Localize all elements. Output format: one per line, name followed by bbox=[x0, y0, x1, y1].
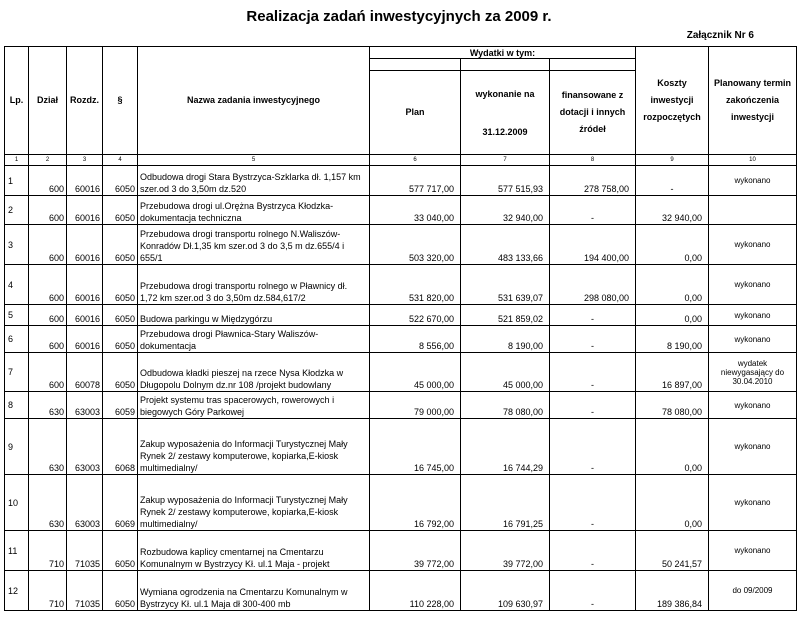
header-finansowane: finansowane z dotacji i innych źródeł bbox=[550, 71, 636, 155]
row-paragraph: 6059 bbox=[103, 392, 138, 419]
row-finansowane: - bbox=[550, 475, 636, 531]
row-koszty: 0,00 bbox=[636, 265, 709, 305]
row-finansowane: - bbox=[550, 326, 636, 353]
row-termin: wykonano bbox=[709, 392, 797, 419]
column-number: 2 bbox=[29, 155, 67, 166]
table-row bbox=[5, 419, 797, 475]
row-dzial: 600 bbox=[29, 265, 67, 305]
header-subrow-blank bbox=[370, 59, 461, 71]
row-wykonanie: 483 133,66 bbox=[461, 225, 550, 265]
row-finansowane: - bbox=[550, 571, 636, 611]
row-task-name: Budowa parkingu w Międzygórzu bbox=[138, 305, 370, 326]
row-task-name: Przebudowa drogi Pławnica-Stary Waliszów-dokumentacja bbox=[138, 326, 370, 353]
row-lp: 5 bbox=[5, 305, 29, 326]
row-lp: 7 bbox=[5, 353, 29, 392]
column-number: 8 bbox=[550, 155, 636, 166]
row-wykonanie: 531 639,07 bbox=[461, 265, 550, 305]
row-wykonanie: 16 791,25 bbox=[461, 475, 550, 531]
row-task-name: Rozbudowa kaplicy cmentarnej na Cmentarzu Komunalnym w Bystrzycy Kł. ul.1 Maja - projekt bbox=[138, 531, 370, 571]
row-dzial: 600 bbox=[29, 353, 67, 392]
row-koszty: 8 190,00 bbox=[636, 326, 709, 353]
row-plan: 531 820,00 bbox=[370, 265, 461, 305]
row-paragraph: 6050 bbox=[103, 531, 138, 571]
row-termin: wykonano bbox=[709, 326, 797, 353]
row-rozdz: 60016 bbox=[67, 196, 103, 225]
row-wykonanie: 78 080,00 bbox=[461, 392, 550, 419]
row-termin: wykonano bbox=[709, 305, 797, 326]
row-finansowane: 298 080,00 bbox=[550, 265, 636, 305]
row-plan: 503 320,00 bbox=[370, 225, 461, 265]
row-dzial: 630 bbox=[29, 419, 67, 475]
row-plan: 45 000,00 bbox=[370, 353, 461, 392]
row-termin: wykonano bbox=[709, 475, 797, 531]
header-lp: Lp. bbox=[5, 47, 29, 155]
row-lp: 4 bbox=[5, 265, 29, 305]
row-lp: 3 bbox=[5, 225, 29, 265]
row-plan: 577 717,00 bbox=[370, 166, 461, 196]
row-task-name: Projekt systemu tras spacerowych, rowerowych i biegowych Góry Parkowej bbox=[138, 392, 370, 419]
header-plan: Plan bbox=[370, 71, 461, 155]
row-task-name: Wymiana ogrodzenia na Cmentarzu Komunalnym w Bystrzycy Kł. ul.1 Maja dł 300-400 mb bbox=[138, 571, 370, 611]
row-finansowane: 278 758,00 bbox=[550, 166, 636, 196]
row-task-name: Zakup wyposażenia do Informacji Turystycznej Mały Rynek 2/ zestawy komputerowe, kopiarka,E-kiosk multimedialny/ bbox=[138, 475, 370, 531]
row-task-name: Zakup wyposażenia do Informacji Turystycznej Mały Rynek 2/ zestawy komputerowe, kopiarka,E-kiosk multimedialny/ bbox=[138, 419, 370, 475]
row-paragraph: 6069 bbox=[103, 475, 138, 531]
header-task-name: Nazwa zadania inwestycyjnego bbox=[138, 47, 370, 155]
annex-label: Załącznik Nr 6 bbox=[686, 30, 754, 41]
row-finansowane: 194 400,00 bbox=[550, 225, 636, 265]
row-lp: 10 bbox=[5, 475, 29, 531]
row-plan: 79 000,00 bbox=[370, 392, 461, 419]
header-wykonanie bbox=[461, 71, 550, 155]
header-subrow-blank bbox=[461, 59, 550, 71]
column-number: 6 bbox=[370, 155, 461, 166]
column-number: 7 bbox=[461, 155, 550, 166]
row-task-name: Odbudowa kładki pieszej na rzece Nysa Kłodzka w Długopolu Dolnym dz.nr 108 /projekt budowlany bbox=[138, 353, 370, 392]
row-koszty: 0,00 bbox=[636, 225, 709, 265]
row-termin: wykonano bbox=[709, 225, 797, 265]
row-koszty: 16 897,00 bbox=[636, 353, 709, 392]
row-koszty: 189 386,84 bbox=[636, 571, 709, 611]
row-wykonanie: 32 940,00 bbox=[461, 196, 550, 225]
row-termin: wykonano bbox=[709, 166, 797, 196]
row-lp: 1 bbox=[5, 166, 29, 196]
row-rozdz: 71035 bbox=[67, 571, 103, 611]
row-termin bbox=[709, 196, 797, 225]
table-row bbox=[5, 265, 797, 305]
row-termin: wykonano bbox=[709, 265, 797, 305]
row-rozdz: 60078 bbox=[67, 353, 103, 392]
row-rozdz: 63003 bbox=[67, 475, 103, 531]
row-plan: 39 772,00 bbox=[370, 531, 461, 571]
row-dzial: 600 bbox=[29, 166, 67, 196]
row-paragraph: 6050 bbox=[103, 571, 138, 611]
column-number: 4 bbox=[103, 155, 138, 166]
row-paragraph: 6050 bbox=[103, 326, 138, 353]
table-row bbox=[5, 392, 797, 419]
row-paragraph: 6050 bbox=[103, 353, 138, 392]
row-koszty: - bbox=[636, 166, 709, 196]
row-task-name: Odbudowa drogi Stara Bystrzyca-Szklarka dł. 1,157 km szer.od 3 do 3,50m dz.520 bbox=[138, 166, 370, 196]
row-plan: 16 792,00 bbox=[370, 475, 461, 531]
row-koszty: 0,00 bbox=[636, 475, 709, 531]
row-finansowane: - bbox=[550, 419, 636, 475]
table-row bbox=[5, 353, 797, 392]
row-finansowane: - bbox=[550, 353, 636, 392]
row-paragraph: 6050 bbox=[103, 225, 138, 265]
row-plan: 16 745,00 bbox=[370, 419, 461, 475]
header-expenditures: Wydatki w tym: bbox=[370, 47, 636, 59]
row-koszty: 32 940,00 bbox=[636, 196, 709, 225]
row-koszty: 0,00 bbox=[636, 305, 709, 326]
row-rozdz: 71035 bbox=[67, 531, 103, 571]
row-dzial: 630 bbox=[29, 392, 67, 419]
row-task-name: Przebudowa drogi ul.Orężna Bystrzyca Kłodzka- dokumentacja techniczna bbox=[138, 196, 370, 225]
row-paragraph: 6050 bbox=[103, 265, 138, 305]
row-termin: wydatek niewygasający do 30.04.2010 bbox=[709, 353, 797, 392]
row-lp: 6 bbox=[5, 326, 29, 353]
row-koszty: 78 080,00 bbox=[636, 392, 709, 419]
header-dzial: Dział bbox=[29, 47, 67, 155]
header-rozdz: Rozdz. bbox=[67, 47, 103, 155]
table-row bbox=[5, 166, 797, 196]
row-dzial: 710 bbox=[29, 571, 67, 611]
header-termin: Planowany termin zakończenia inwestycji bbox=[709, 47, 797, 155]
header-koszty: Koszty inwestycji rozpoczętych bbox=[636, 47, 709, 155]
row-plan: 522 670,00 bbox=[370, 305, 461, 326]
column-number: 5 bbox=[138, 155, 370, 166]
row-rozdz: 60016 bbox=[67, 326, 103, 353]
row-rozdz: 63003 bbox=[67, 419, 103, 475]
row-lp: 12 bbox=[5, 571, 29, 611]
row-koszty: 50 241,57 bbox=[636, 531, 709, 571]
row-rozdz: 60016 bbox=[67, 166, 103, 196]
row-koszty: 0,00 bbox=[636, 419, 709, 475]
column-number: 3 bbox=[67, 155, 103, 166]
row-finansowane: - bbox=[550, 392, 636, 419]
row-paragraph: 6050 bbox=[103, 166, 138, 196]
header-wykonanie-line1: wykonanie na bbox=[475, 88, 535, 99]
row-lp: 8 bbox=[5, 392, 29, 419]
row-wykonanie: 16 744,29 bbox=[461, 419, 550, 475]
row-rozdz: 60016 bbox=[67, 305, 103, 326]
row-wykonanie: 45 000,00 bbox=[461, 353, 550, 392]
column-number: 10 bbox=[709, 155, 797, 166]
header-subrow-blank bbox=[550, 59, 636, 71]
row-wykonanie: 521 859,02 bbox=[461, 305, 550, 326]
column-number: 9 bbox=[636, 155, 709, 166]
header-paragraph: § bbox=[103, 47, 138, 155]
table-row bbox=[5, 531, 797, 571]
table-row bbox=[5, 571, 797, 611]
row-plan: 110 228,00 bbox=[370, 571, 461, 611]
column-number: 1 bbox=[5, 155, 29, 166]
table-row bbox=[5, 326, 797, 353]
row-rozdz: 60016 bbox=[67, 225, 103, 265]
row-plan: 33 040,00 bbox=[370, 196, 461, 225]
table-row bbox=[5, 305, 797, 326]
row-termin: wykonano bbox=[709, 531, 797, 571]
row-paragraph: 6050 bbox=[103, 196, 138, 225]
row-dzial: 600 bbox=[29, 326, 67, 353]
row-termin: wykonano bbox=[709, 419, 797, 475]
row-dzial: 600 bbox=[29, 225, 67, 265]
row-dzial: 630 bbox=[29, 475, 67, 531]
row-dzial: 600 bbox=[29, 305, 67, 326]
row-dzial: 710 bbox=[29, 531, 67, 571]
row-plan: 8 556,00 bbox=[370, 326, 461, 353]
table-row bbox=[5, 475, 797, 531]
row-lp: 9 bbox=[5, 419, 29, 475]
row-rozdz: 60016 bbox=[67, 265, 103, 305]
table-row bbox=[5, 196, 797, 225]
row-finansowane: - bbox=[550, 196, 636, 225]
investment-table bbox=[4, 46, 797, 611]
table-row bbox=[5, 225, 797, 265]
document-title: Realizacja zadań inwestycyjnych za 2009 r. bbox=[246, 8, 552, 25]
row-wykonanie: 8 190,00 bbox=[461, 326, 550, 353]
row-dzial: 600 bbox=[29, 196, 67, 225]
row-wykonanie: 109 630,97 bbox=[461, 571, 550, 611]
row-finansowane: - bbox=[550, 531, 636, 571]
row-wykonanie: 39 772,00 bbox=[461, 531, 550, 571]
row-wykonanie: 577 515,93 bbox=[461, 166, 550, 196]
row-termin: do 09/2009 bbox=[709, 571, 797, 611]
header-wykonanie-line2: 31.12.2009 bbox=[482, 126, 528, 137]
row-lp: 2 bbox=[5, 196, 29, 225]
row-paragraph: 6068 bbox=[103, 419, 138, 475]
row-paragraph: 6050 bbox=[103, 305, 138, 326]
row-finansowane: - bbox=[550, 305, 636, 326]
row-lp: 11 bbox=[5, 531, 29, 571]
row-task-name: Przebudowa drogi transportu rolnego N.Waliszów-Konradów Dł.1,35 km szer.od 3 do 3,5 m dz.655/4 i 655/1 bbox=[138, 225, 370, 265]
header-spacer bbox=[463, 100, 547, 126]
row-task-name: Przebudowa drogi transportu rolnego w Pławnicy dł. 1,72 km szer.od 3 do 3,50m dz.584,617/2 bbox=[138, 265, 370, 305]
row-rozdz: 63003 bbox=[67, 392, 103, 419]
